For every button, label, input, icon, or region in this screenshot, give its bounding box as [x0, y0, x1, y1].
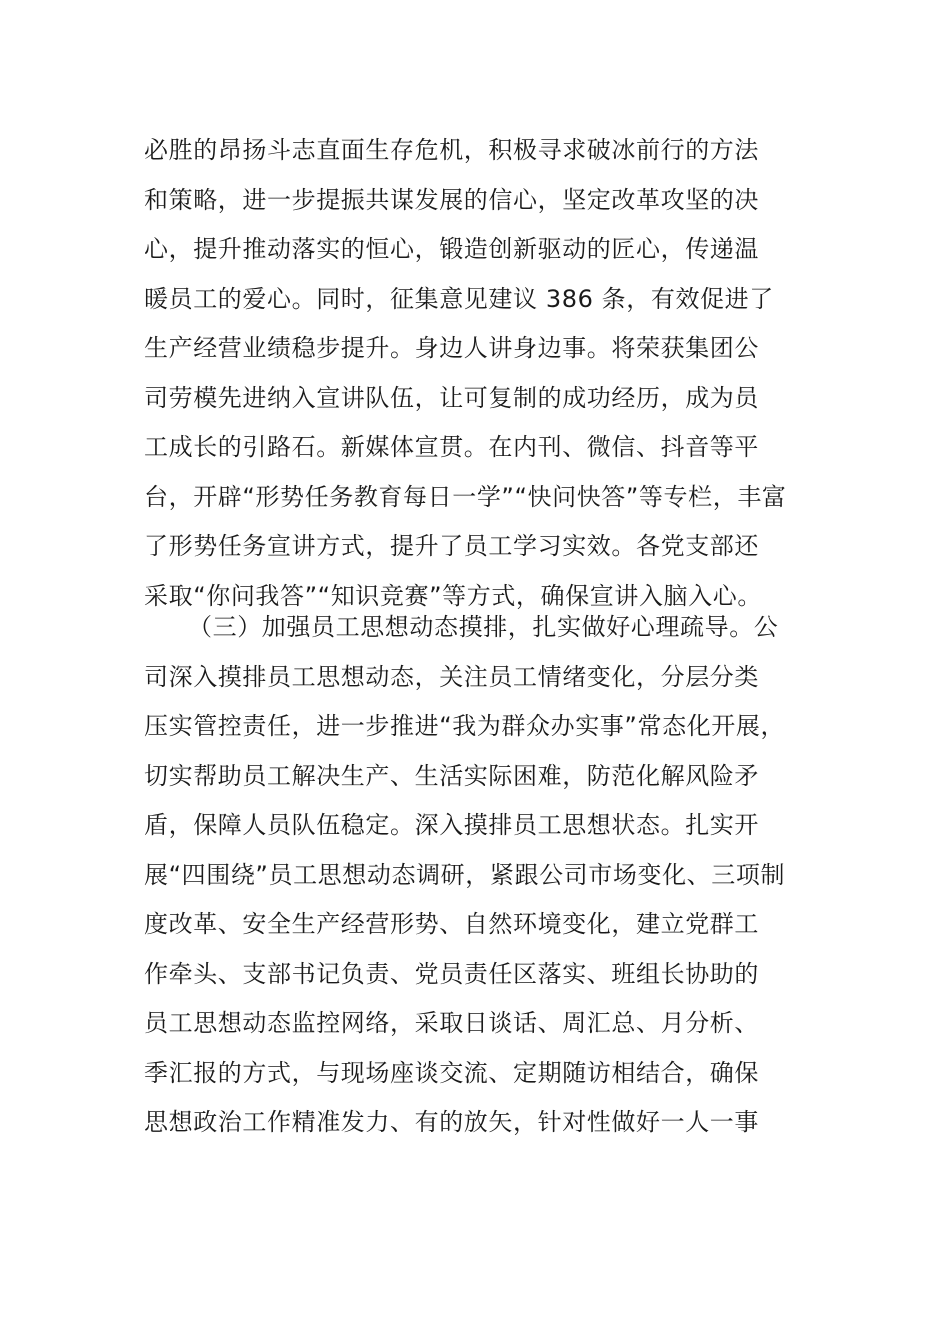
text-line: 员工思想动态监控网络，采取日谈话、周汇总、月分析、 [144, 1009, 759, 1037]
text-line: 工成长的引路石。新媒体宣贯。在内刊、微信、抖音等平 [144, 433, 759, 461]
text-line: 盾，保障人员队伍稳定。深入摸排员工思想状态。扎实开 [144, 811, 759, 839]
text-line: 和策略，进一步提振共谋发展的信心，坚定改革攻坚的决 [144, 185, 759, 214]
text-line: 司深入摸排员工思想动态，关注员工情绪变化，分层分类 [144, 662, 759, 691]
section-heading-line: （三）加强员工思想动态摸排，扎实做好心理疏导。公 [188, 613, 779, 641]
text-line: 暖员工的爱心。同时，征集意见建议 386 条，有效促进了 [144, 284, 774, 313]
paragraph-2 [144, 603, 814, 1148]
text-line: 生产经营业绩稳步提升。身边人讲身边事。将荣获集团公 [144, 334, 759, 362]
text-line: 司劳模先进纳入宣讲队伍，让可复制的成功经历，成为员 [144, 383, 759, 412]
text-line: 季汇报的方式，与现场座谈交流、定期随访相结合，确保 [144, 1058, 759, 1087]
text-line: 必胜的昂扬斗志直面生存危机，积极寻求破冰前行的方法 [144, 136, 759, 164]
text-line: 台，开辟“形势任务教育每日一学”“快问快答”等专栏，丰富 [144, 482, 787, 511]
text-line: 作牵头、支部书记负责、党员责任区落实、班组长协助的 [144, 959, 759, 988]
text-line: 了形势任务宣讲方式，提升了员工学习实效。各党支部还 [144, 532, 759, 560]
text-line: 切实帮助员工解决生产、生活实际困难，防范化解风险矛 [144, 761, 759, 790]
paragraph-1 [144, 126, 814, 621]
text-line: 度改革、安全生产经营形势、自然环境变化，建立党群工 [144, 910, 759, 938]
text-line: 压实管控责任，进一步推进“我为群众办实事”常态化开展， [144, 712, 786, 740]
text-line: 思想政治工作精准发力、有的放矢，针对性做好一人一事 [144, 1108, 759, 1136]
text-line: 心，提升推动落实的恒心，锻造创新驱动的匠心，传递温 [144, 235, 759, 263]
text-line: 采取“你问我答”“知识竞赛”等方式，确保宣讲入脑入心。 [144, 581, 762, 610]
text-line: 展“四围绕”员工思想动态调研，紧跟公司市场变化、三项制 [144, 860, 786, 889]
